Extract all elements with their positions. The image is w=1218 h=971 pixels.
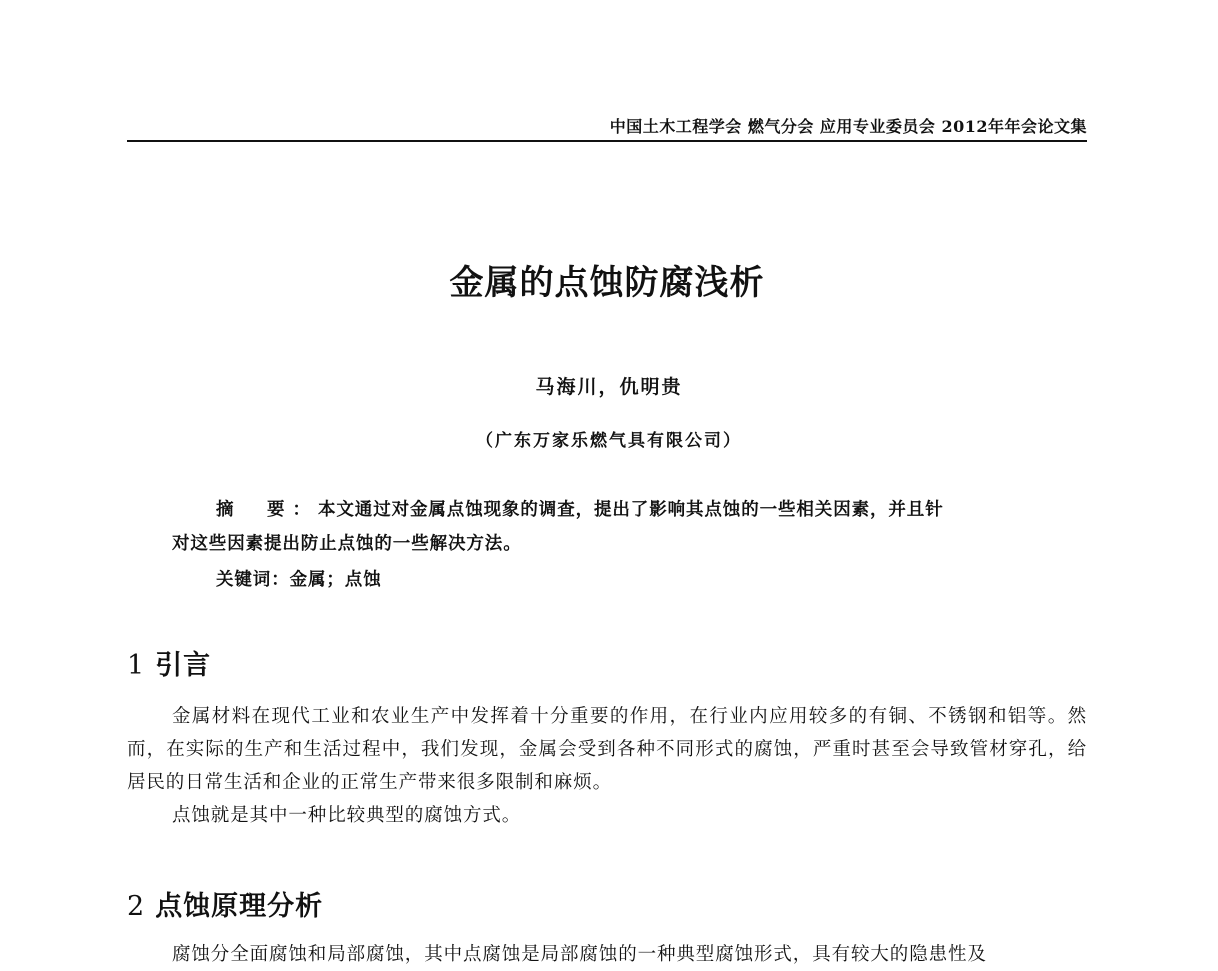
section-title: 引言 (155, 650, 212, 681)
abstract (172, 493, 1042, 561)
affiliation: （广东万家乐燃气具有限公司） (476, 431, 742, 451)
running-header: 中国土木工程学会 燃气分会 应用专业委员会 2012年年会论文集 (609, 117, 1087, 136)
keywords-label: 关键词： (216, 570, 290, 590)
section-number: 1 (127, 650, 146, 681)
section-heading-pitting-principle (127, 884, 323, 923)
abstract-text-line2: 对这些因素提出防止点蚀的一些解决方法。 (172, 534, 522, 554)
body-paragraph: 点蚀就是其中一种比较典型的腐蚀方式。 (172, 805, 522, 826)
section-heading-introduction (127, 643, 211, 682)
header-rule (127, 140, 1087, 142)
keywords-text: 金属；点蚀 (289, 570, 382, 590)
abstract-text-line1: 本文通过对金属点蚀现象的调查，提出了影响其点蚀的一些相关因素，并且针 (318, 500, 944, 520)
body-paragraph: 金属材料在现代工业和农业生产中发挥着十分重要的作用，在行业内应用较多的有铜、不锈钢和铝等。然而，在实际的生产和生活过程中，我们发现，金属会受到各种不同形式的腐蚀，严重时甚至会导致管材穿孔，给居民的日常生活和企业的正常生产带来很多限制和麻烦。 (127, 706, 1087, 793)
section-number: 2 (127, 891, 146, 922)
keywords (216, 563, 382, 597)
section-title: 点蚀原理分析 (155, 891, 324, 922)
abstract-label: 摘 要： (216, 500, 318, 520)
author-list: 马海川，仇明贵 (535, 376, 683, 398)
introduction-body (127, 700, 1087, 832)
paper-title: 金属的点蚀防腐浅析 (449, 263, 765, 303)
abstract-first-line (172, 493, 1042, 527)
body-paragraph-cut: 腐蚀分全面腐蚀和局部腐蚀，其中点腐蚀是局部腐蚀的一种典型腐蚀形式，具有较大的隐患性及 (172, 944, 987, 965)
